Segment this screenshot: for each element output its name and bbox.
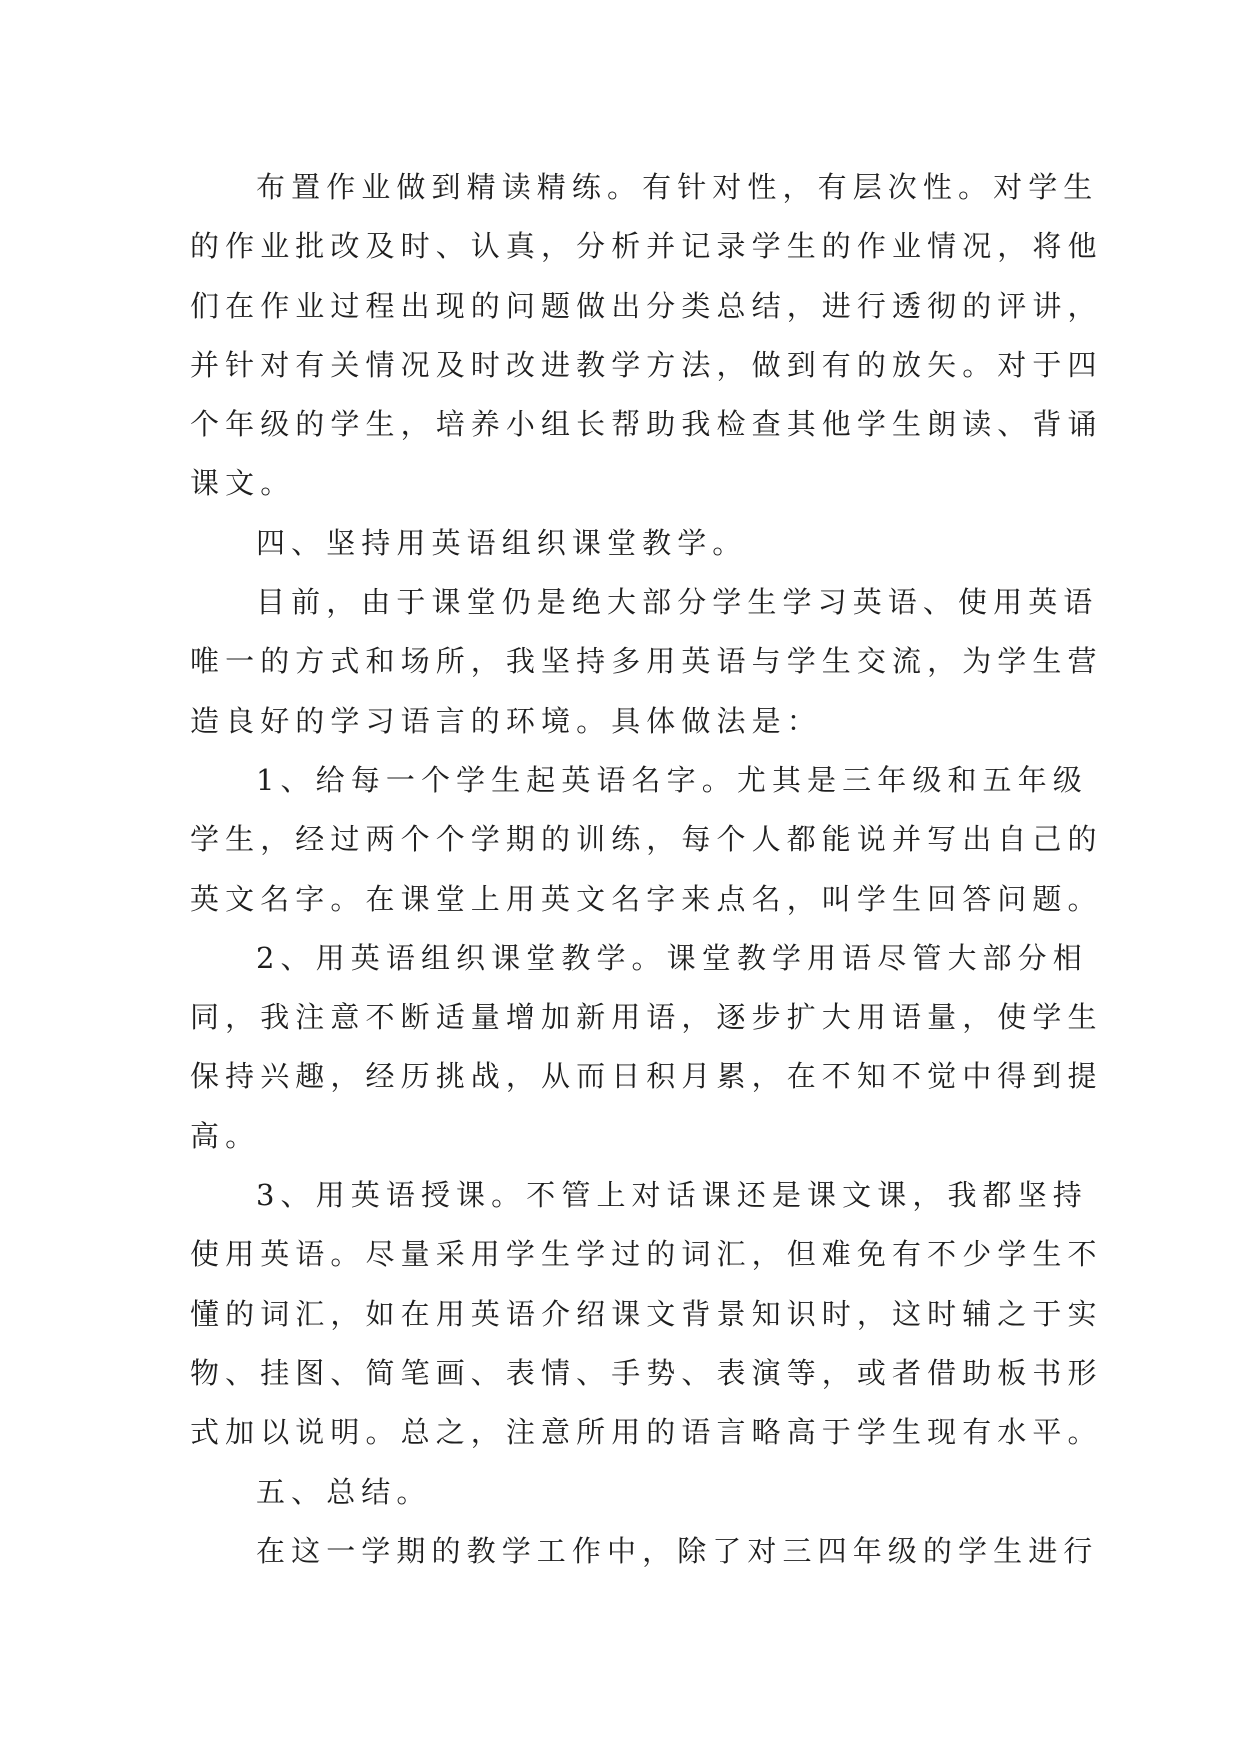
text-line: 使用英语。尽量采用学生学过的词汇，但难免有不少学生不 <box>190 1237 1103 1272</box>
text-line: 在这一学期的教学工作中，除了对三四年级的学生进行 <box>256 1533 1099 1568</box>
text-line: 个年级的学生，培养小组长帮助我检查其他学生朗读、背诵 <box>190 407 1103 442</box>
text-line: 同，我注意不断适量增加新用语，逐步扩大用语量，使学生 <box>190 1000 1103 1035</box>
text-line: 目前，由于课堂仍是绝大部分学生学习英语、使用英语 <box>256 585 1099 620</box>
text-line: 高。 <box>190 1118 261 1153</box>
text-line: 懂的词汇，如在用英语介绍课文背景知识时，这时辅之于实 <box>190 1296 1103 1331</box>
document-body <box>190 158 1103 1581</box>
section-heading: 四、坚持用英语组织课堂教学。 <box>256 525 748 560</box>
text-line: 的作业批改及时、认真，分析并记录学生的作业情况，将他 <box>190 229 1103 264</box>
text-line: 英文名字。在课堂上用英文名字来点名，叫学生回答问题。 <box>190 881 1103 916</box>
text-line: 式加以说明。总之，注意所用的语言略高于学生现有水平。 <box>190 1415 1103 1450</box>
text-line: 学生，经过两个个学期的训练，每个人都能说并写出自己的 <box>190 822 1103 857</box>
section-heading: 五、总结。 <box>256 1474 432 1509</box>
text-line: 并针对有关情况及时改进教学方法，做到有的放矢。对于四 <box>190 347 1103 382</box>
text-line: 造良好的学习语言的环境。具体做法是： <box>190 703 822 738</box>
text-line: 布置作业做到精读精练。有针对性，有层次性。对学生 <box>256 170 1099 204</box>
text-line: 保持兴趣，经历挑战，从而日积月累，在不知不觉中得到提 <box>190 1059 1103 1094</box>
list-item-line: 3、用英语授课。不管上对话课还是课文课，我都坚持 <box>256 1178 1088 1213</box>
text-line: 物、挂图、简笔画、表情、手势、表演等，或者借助板书形 <box>190 1355 1103 1390</box>
text-line: 课文。 <box>190 466 296 501</box>
text-line: 唯一的方式和场所，我坚持多用英语与学生交流，为学生营 <box>190 644 1103 679</box>
list-item-line: 1、给每一个学生起英语名字。尤其是三年级和五年级 <box>256 762 1088 797</box>
list-item-line: 2、用英语组织课堂教学。课堂教学用语尽管大部分相 <box>256 940 1088 975</box>
text-line: 们在作业过程出现的问题做出分类总结，进行透彻的评讲， <box>190 288 1103 323</box>
